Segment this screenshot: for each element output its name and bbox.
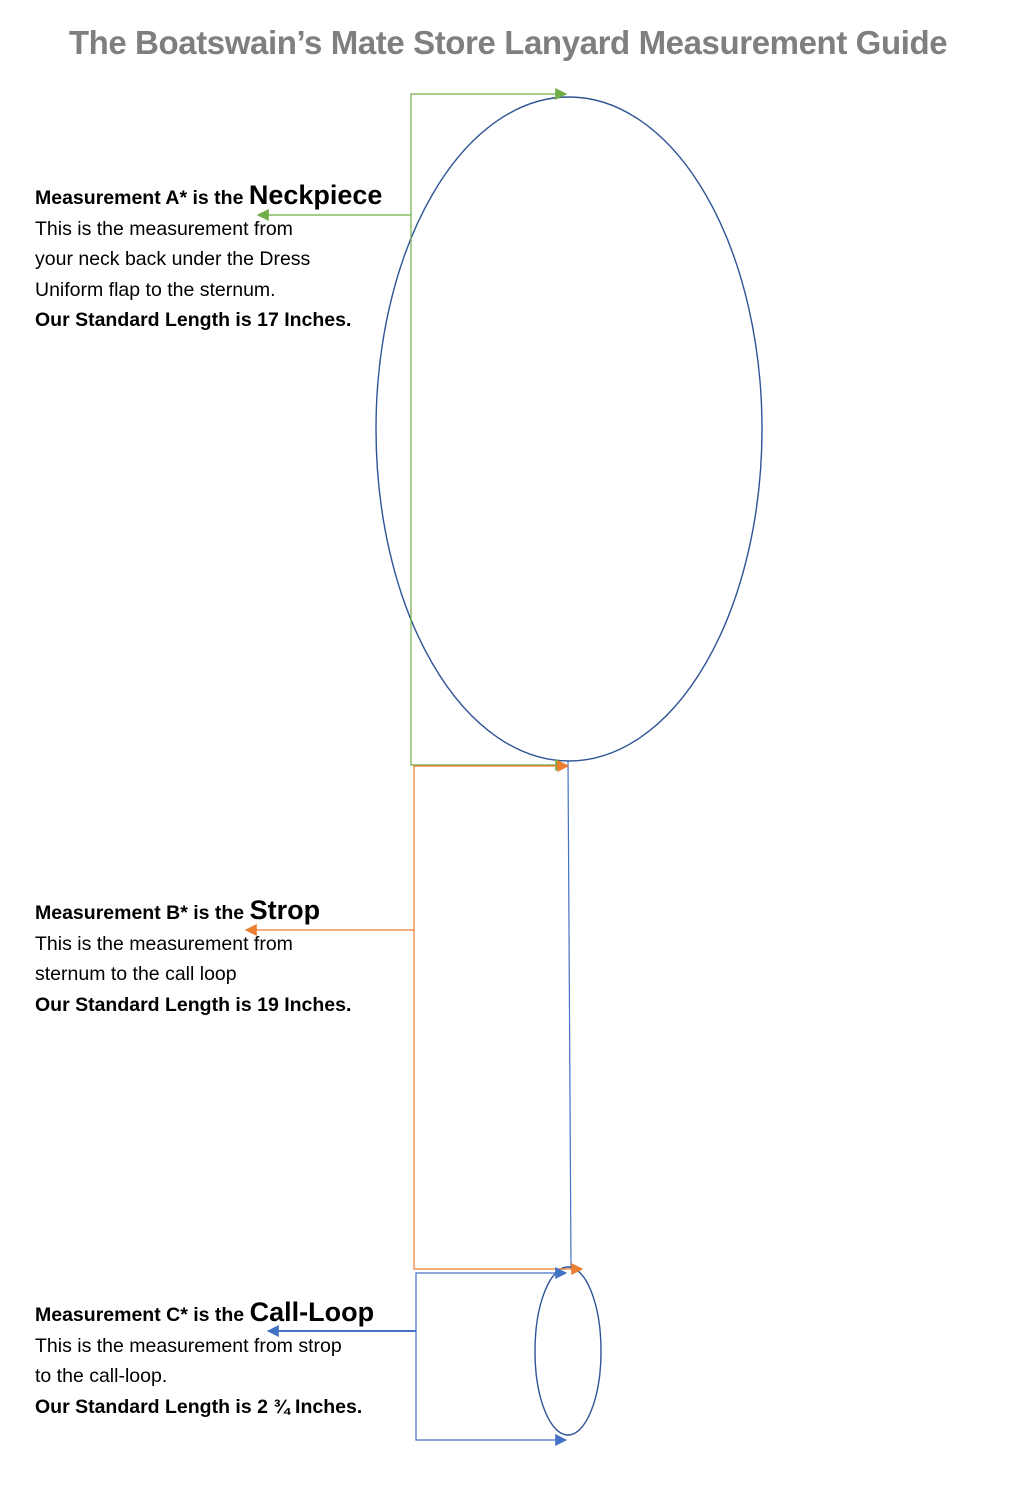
measurement-c-desc-line: to the call-loop. bbox=[35, 1365, 168, 1387]
measurement-c-heading-prefix: Measurement C* is the bbox=[35, 1304, 250, 1326]
measurement-a-standard: Our Standard Length is 17 Inches. bbox=[35, 309, 352, 331]
measurement-b-text bbox=[35, 895, 351, 1020]
measurement-a-heading-prefix: Measurement A* is the bbox=[35, 187, 249, 209]
measurement-c-standard: Our Standard Length is 2 ¾ Inches. bbox=[35, 1395, 363, 1418]
measurement-c-text bbox=[35, 1297, 374, 1422]
measurement-b-desc-line: sternum to the call loop bbox=[35, 963, 237, 985]
measurement-a-desc-line: This is the measurement from bbox=[35, 217, 293, 240]
measurement-b-standard: Our Standard Length is 19 Inches. bbox=[35, 993, 352, 1016]
measurement-a-heading bbox=[35, 180, 382, 214]
strop-line bbox=[568, 761, 571, 1268]
measurement-b-heading bbox=[35, 895, 351, 929]
measurement-a-part-name: Neckpiece bbox=[248, 180, 383, 210]
measurement-a-desc-line: your neck back under the Dress bbox=[35, 248, 311, 270]
measurement-a-text bbox=[35, 180, 382, 336]
measurement-c-desc-line: This is the measurement from strop bbox=[35, 1334, 342, 1357]
measurement-b-desc-line: This is the measurement from bbox=[35, 932, 293, 955]
measurement-b-heading-prefix: Measurement B* is the bbox=[35, 902, 250, 924]
measurement-b-part-name: Strop bbox=[249, 895, 321, 925]
measurement-c-heading bbox=[35, 1297, 374, 1331]
neckpiece-loop bbox=[376, 97, 762, 761]
measurement-a-desc-line: Uniform flap to the sternum. bbox=[35, 278, 276, 301]
call-loop bbox=[535, 1267, 601, 1435]
measurement-c-part-name: Call-Loop bbox=[249, 1297, 375, 1327]
page-title: The Boatswain’s Mate Store Lanyard Measurement Guide bbox=[68, 24, 948, 61]
